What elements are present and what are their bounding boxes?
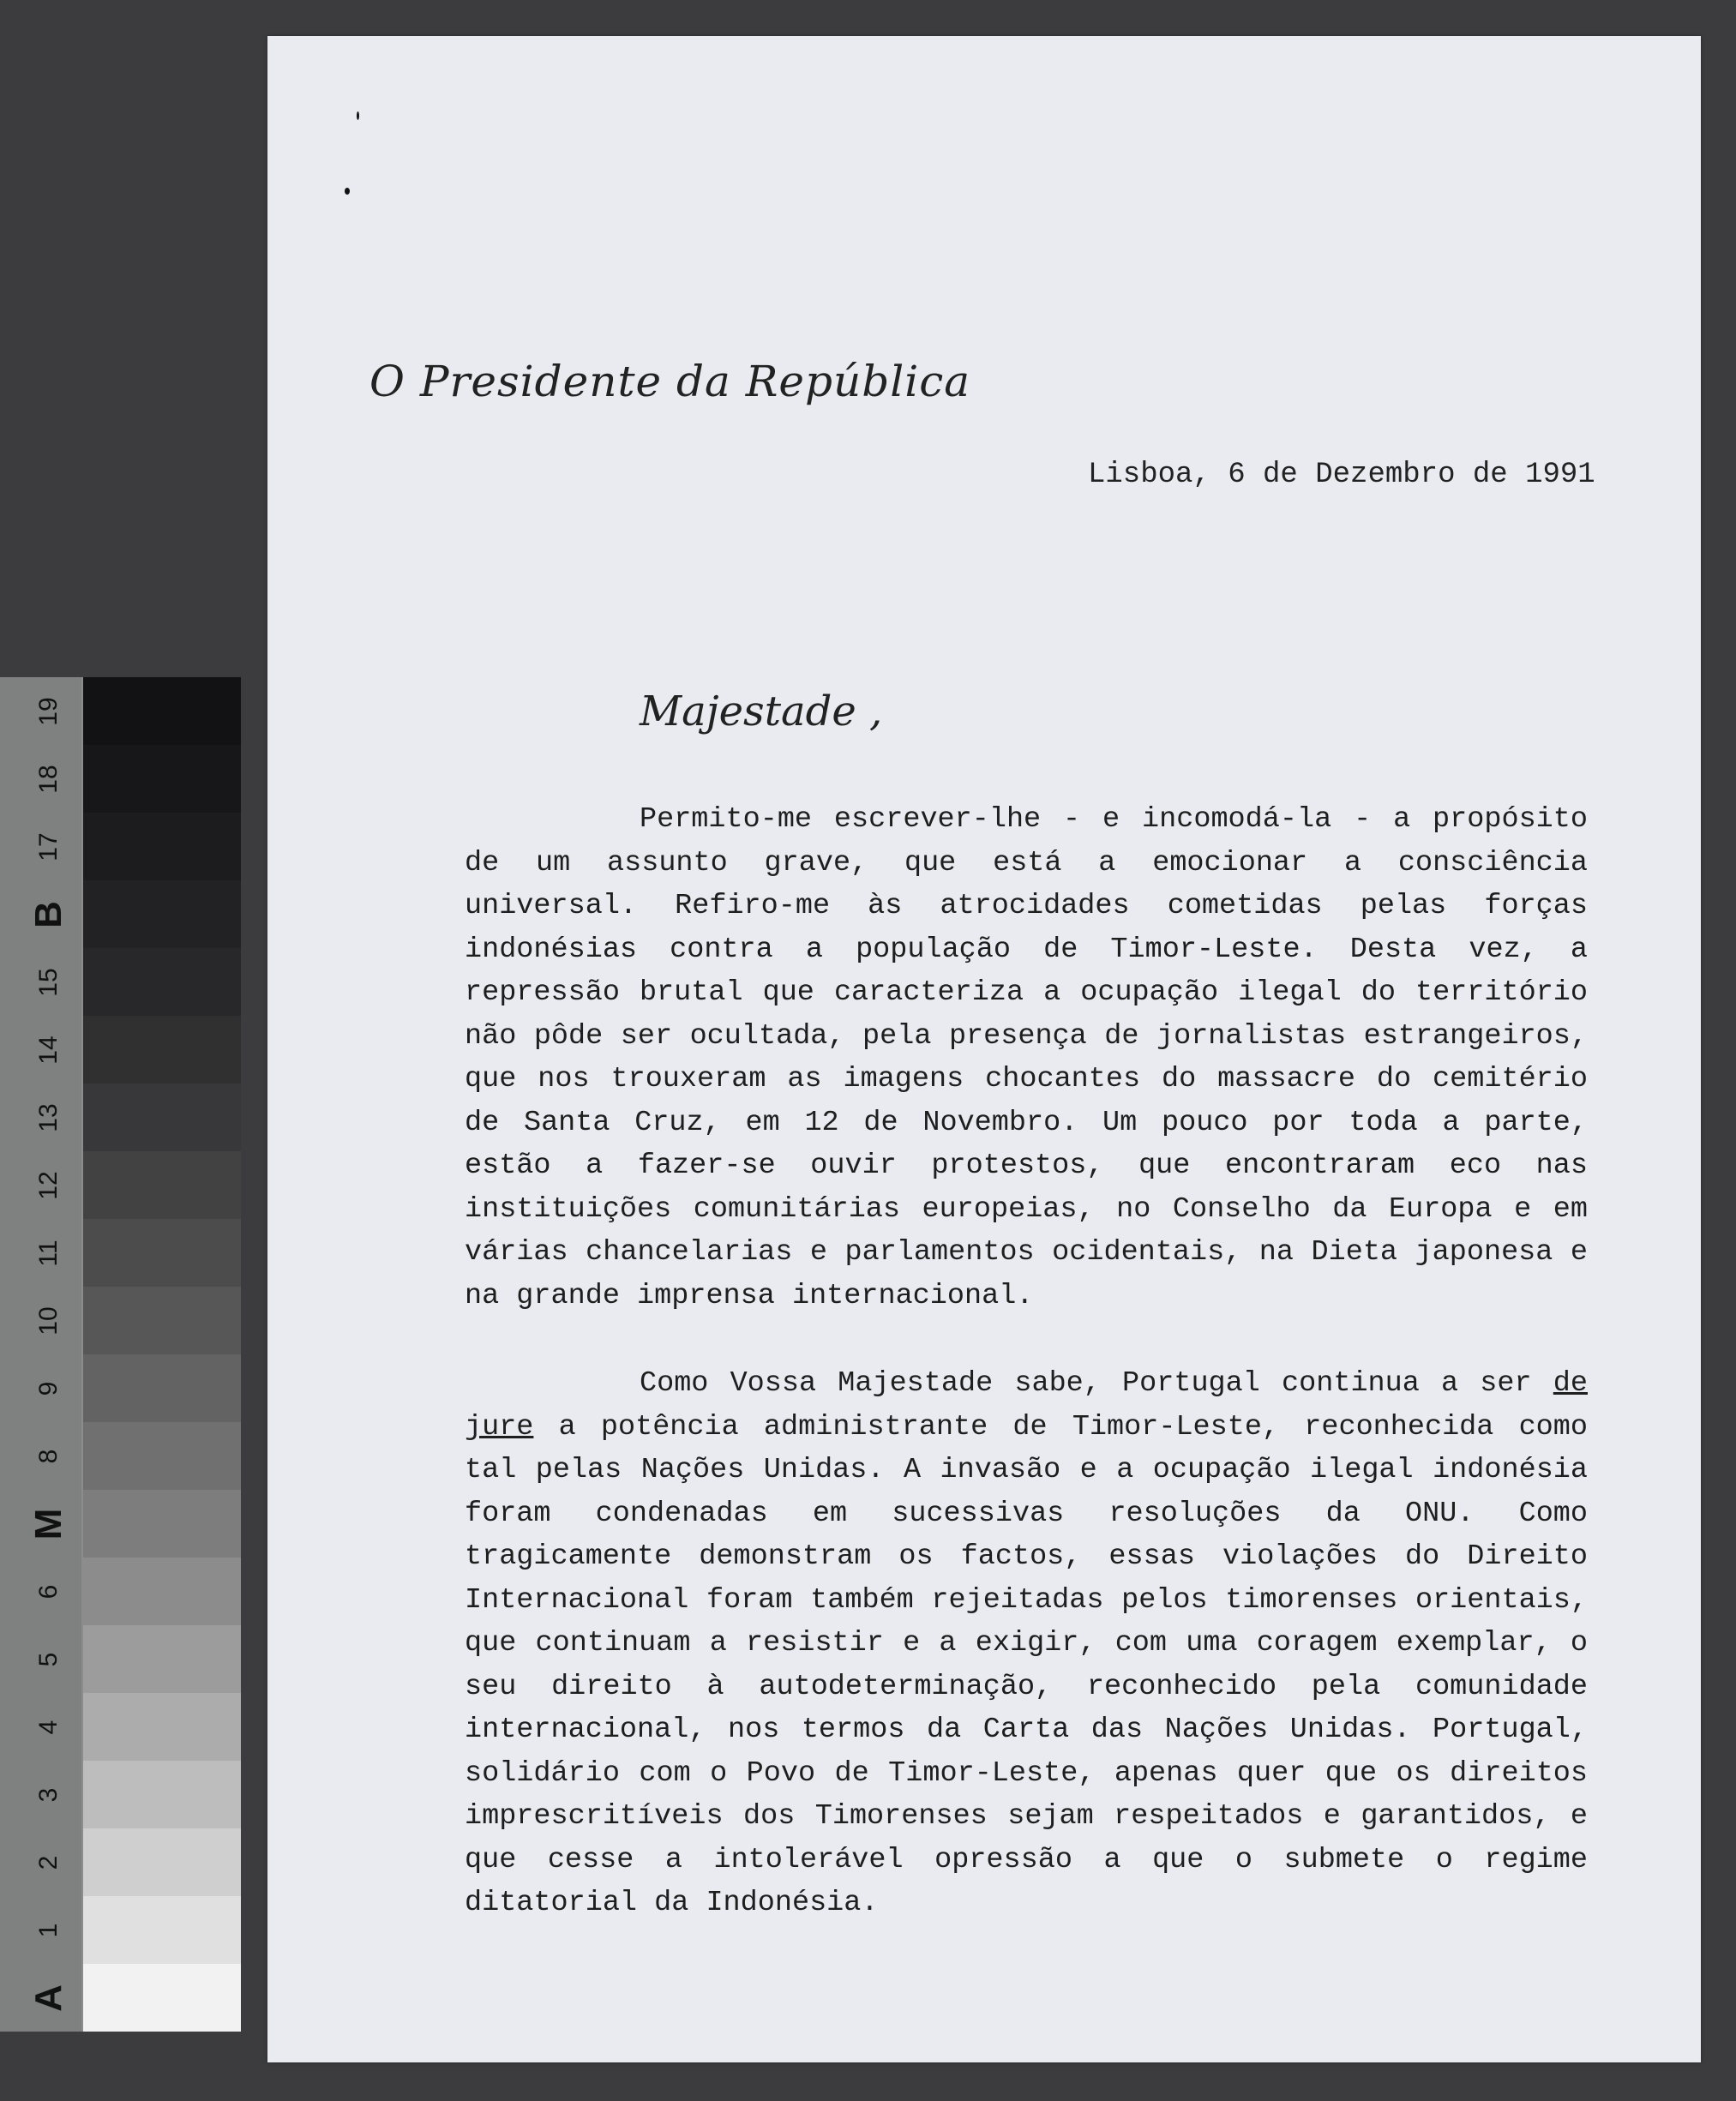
color-patch — [83, 1761, 241, 1828]
color-patch — [83, 1558, 241, 1625]
color-chart-patches — [83, 677, 241, 2032]
color-patch — [83, 1896, 241, 1964]
ink-speck — [357, 111, 359, 120]
color-patch — [83, 1693, 241, 1761]
color-patch — [83, 880, 241, 948]
color-chart-label: 19 — [34, 696, 63, 726]
color-patch — [83, 1625, 241, 1693]
paragraph-1: Permito-me escrever-lhe - e incomodá-la - a propósito de um assunto grave, que está a emocionar a consciência universal. Refiro-me às atrocidades cometidas pelas forças indonésias contra a população de Timor-Leste. Desta vez, a repressão brutal que caracteriza a ocupação ilegal do território não pôde ser ocultada, pela presença de jornalistas estrangeiros, que nos trouxeram as imagens chocantes do massacre do cemitério de Santa Cruz, em 12 de Novembro. Um pouco por toda a parte, estão a fazer-se ouvir protestos, que encontraram eco nas instituições comunitárias europeias, no Conselho da Europa e em várias chancelarias e parlamentos ocidentais, na Dieta japonesa e na grande imprensa internacional. — [465, 803, 1588, 1312]
color-chart-label: 17 — [34, 831, 63, 861]
color-patch — [83, 1964, 241, 2032]
color-chart-label: 5 — [34, 1652, 63, 1666]
color-patch — [83, 1828, 241, 1896]
color-patch — [83, 1354, 241, 1422]
color-chart-label: 11 — [34, 1239, 63, 1267]
paragraph-2 — [465, 1362, 1588, 1925]
color-chart-label: 9 — [34, 1381, 63, 1396]
color-chart-label: 15 — [34, 967, 63, 997]
salutation: Majestade , — [640, 687, 883, 735]
color-chart-label: M — [27, 1508, 69, 1540]
paragraph-2-text: a potência administrante de Timor-Leste, reconhecida como tal pelas Nações Unidas. A invasão e a ocupação ilegal indonésia foram condenadas em sucessivas resoluções da ONU. Como tragicamente demonstram os factos, essas violações do Direito Internacional foram também rejeitadas pelos timorenses orientais, que continuam a resistir e a exigir, com uma coragem exemplar, o seu direito à autodeterminação, reconhecido pela comunidade internacional, nos termos da Carta das Nações Unidas. Portugal, solidário com o Povo de Timor-Leste, apenas quer que os direitos imprescritíveis dos Timorenses sejam respeitados e garantidos, e que cesse a intolerável opressão a que o submete o regime ditatorial da Indonésia. — [465, 1410, 1588, 1919]
color-chart-label: 13 — [34, 1102, 63, 1132]
color-chart-label: A — [27, 1984, 69, 2012]
color-patch — [83, 745, 241, 813]
color-chart-label: 14 — [34, 1035, 63, 1065]
color-patch — [83, 948, 241, 1016]
color-patch — [83, 677, 241, 745]
color-patch — [83, 1422, 241, 1490]
paragraph-2-text: Como Vossa Majestade sabe, Portugal continua a ser — [640, 1367, 1553, 1400]
color-chart-label: 4 — [34, 1720, 63, 1734]
letter-date: Lisboa, 6 de Dezembro de 1991 — [1088, 459, 1595, 491]
color-patch — [83, 1219, 241, 1287]
color-chart-label: B — [27, 900, 69, 928]
color-chart-label: 8 — [34, 1449, 63, 1463]
color-chart-label: 1 — [34, 1923, 63, 1937]
color-patch — [83, 1016, 241, 1084]
letter-page — [267, 36, 1701, 2062]
color-patch — [83, 1287, 241, 1354]
color-patch — [83, 1151, 241, 1219]
color-chart — [0, 677, 241, 2032]
color-chart-label: 10 — [34, 1306, 63, 1336]
color-chart-label: 3 — [34, 1787, 63, 1802]
color-chart-scale — [0, 677, 81, 2032]
color-chart-label: 6 — [34, 1584, 63, 1599]
color-chart-label: 18 — [34, 764, 63, 794]
ink-speck — [345, 188, 350, 195]
letterhead: O Presidente da República — [369, 357, 971, 406]
underlined-term: de jure — [465, 1367, 1588, 1444]
color-patch — [83, 813, 241, 880]
color-chart-label: 2 — [34, 1855, 63, 1870]
color-patch — [83, 1084, 241, 1151]
color-chart-label: 12 — [34, 1170, 63, 1200]
color-patch — [83, 1490, 241, 1558]
